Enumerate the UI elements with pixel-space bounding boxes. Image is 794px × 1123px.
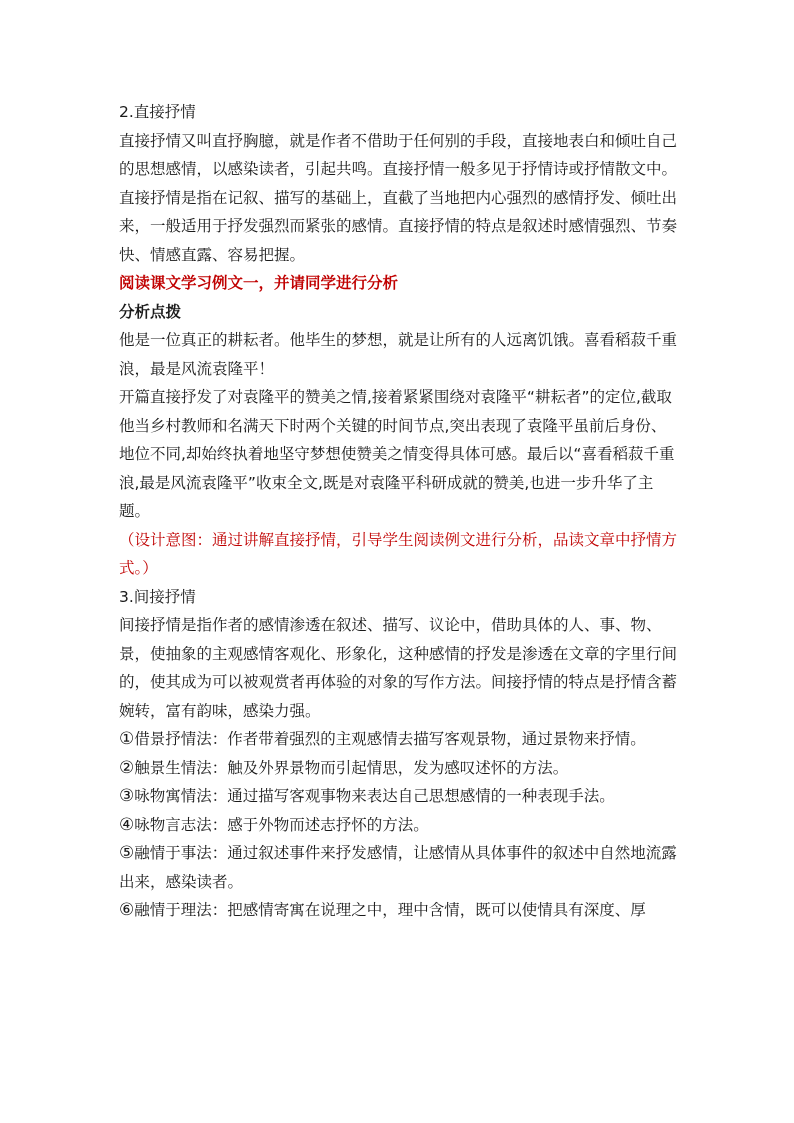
method-text: 借景抒情法：作者带着强烈的主观感情去描写客观景物，通过景物来抒情。: [134, 730, 646, 748]
method-number: ①: [119, 729, 135, 749]
method-item-5: [119, 839, 681, 896]
method-number: ②: [119, 757, 135, 778]
method-item-3: [119, 782, 681, 811]
method-item-2: [119, 754, 681, 783]
design-intent-note: （设计意图：通过讲解直接抒情，引导学生阅读例文进行分析，品读文章中抒情方式。）: [119, 530, 678, 577]
method-item-1: [119, 725, 681, 754]
method-number: ③: [119, 786, 135, 806]
paragraph-direct-lyricism: 直接抒情又叫直抒胸臆，就是作者不借助于任何别的手段，直接地表白和倾吐自己的思想感情，以感染读者，引起共鸣。直接抒情一般多见于抒情诗或抒情散文中。直接抒情是指在记叙、描写的基础上，直截了当地把内心强烈的感情抒发、倾吐出来，一般适用于抒发强烈而紧张的感情。直接抒情的特点是叙述时感情强烈、节奏快、情感直露、容易把握。: [119, 131, 678, 264]
document-body: [119, 98, 681, 925]
heading-direct-lyricism: 2.直接抒情: [119, 103, 196, 121]
method-text: 融情于事法：通过叙述事件来抒发感情，让感情从具体事件的叙述中自然地流露出来，感染读者。: [119, 844, 677, 891]
heading-indirect-lyricism: 3.间接抒情: [119, 587, 196, 606]
method-text: 触景生情法：触及外界景物而引起情思，发为感叹述怀的方法。: [134, 758, 569, 777]
paragraph-indirect-lyricism: 间接抒情是指作者的感情渗透在叙述、描写、议论中，借助具体的人、事、物、景，使抽象的主观感情客观化、形象化，这种感情的抒发是渗透在文章的字里行间的，使其成为可以被观赏者再体验的对象的写作方法。间接抒情的特点是抒情含蓄婉转，富有韵味，感染力强。: [119, 616, 678, 720]
method-number: ⑥: [119, 900, 135, 920]
method-item-4: [119, 811, 681, 840]
method-text: 咏物言志法：感于外物而述志抒怀的方法。: [134, 815, 429, 834]
method-item-6: [119, 896, 681, 925]
reading-prompt: 阅读课文学习例文一，并请同学进行分析: [119, 274, 399, 292]
analysis-paragraph: 开篇直接抒发了对袁隆平的赞美之情,接着紧紧围绕对袁隆平“耕耘者”的定位,截取他当乡村教师和名满天下时两个关键的时间节点,突出表现了袁隆平虽前后身份、地位不同,却始终执着地坚守梦想使赞美之情变得具体可感。最后以“喜看稻菽千重浪,最是风流袁隆平”收束全文,既是对袁隆平科研成就的赞美,也进一步升华了主题。: [119, 388, 675, 520]
example-quote: 他是一位真正的耕耘者。他毕生的梦想，就是让所有的人远离饥饿。喜看稻菽千重浪，最是风流袁隆平！: [119, 331, 678, 378]
method-text: 融情于理法：把感情寄寓在说理之中，理中含情，既可以使情具有深度、厚: [134, 901, 646, 919]
method-number: ④: [119, 814, 135, 835]
method-number: ⑤: [119, 843, 135, 863]
analysis-title: 分析点拨: [119, 302, 182, 321]
method-text: 咏物寓情法：通过描写客观事物来表达自己思想感情的一种表现手法。: [134, 787, 615, 805]
